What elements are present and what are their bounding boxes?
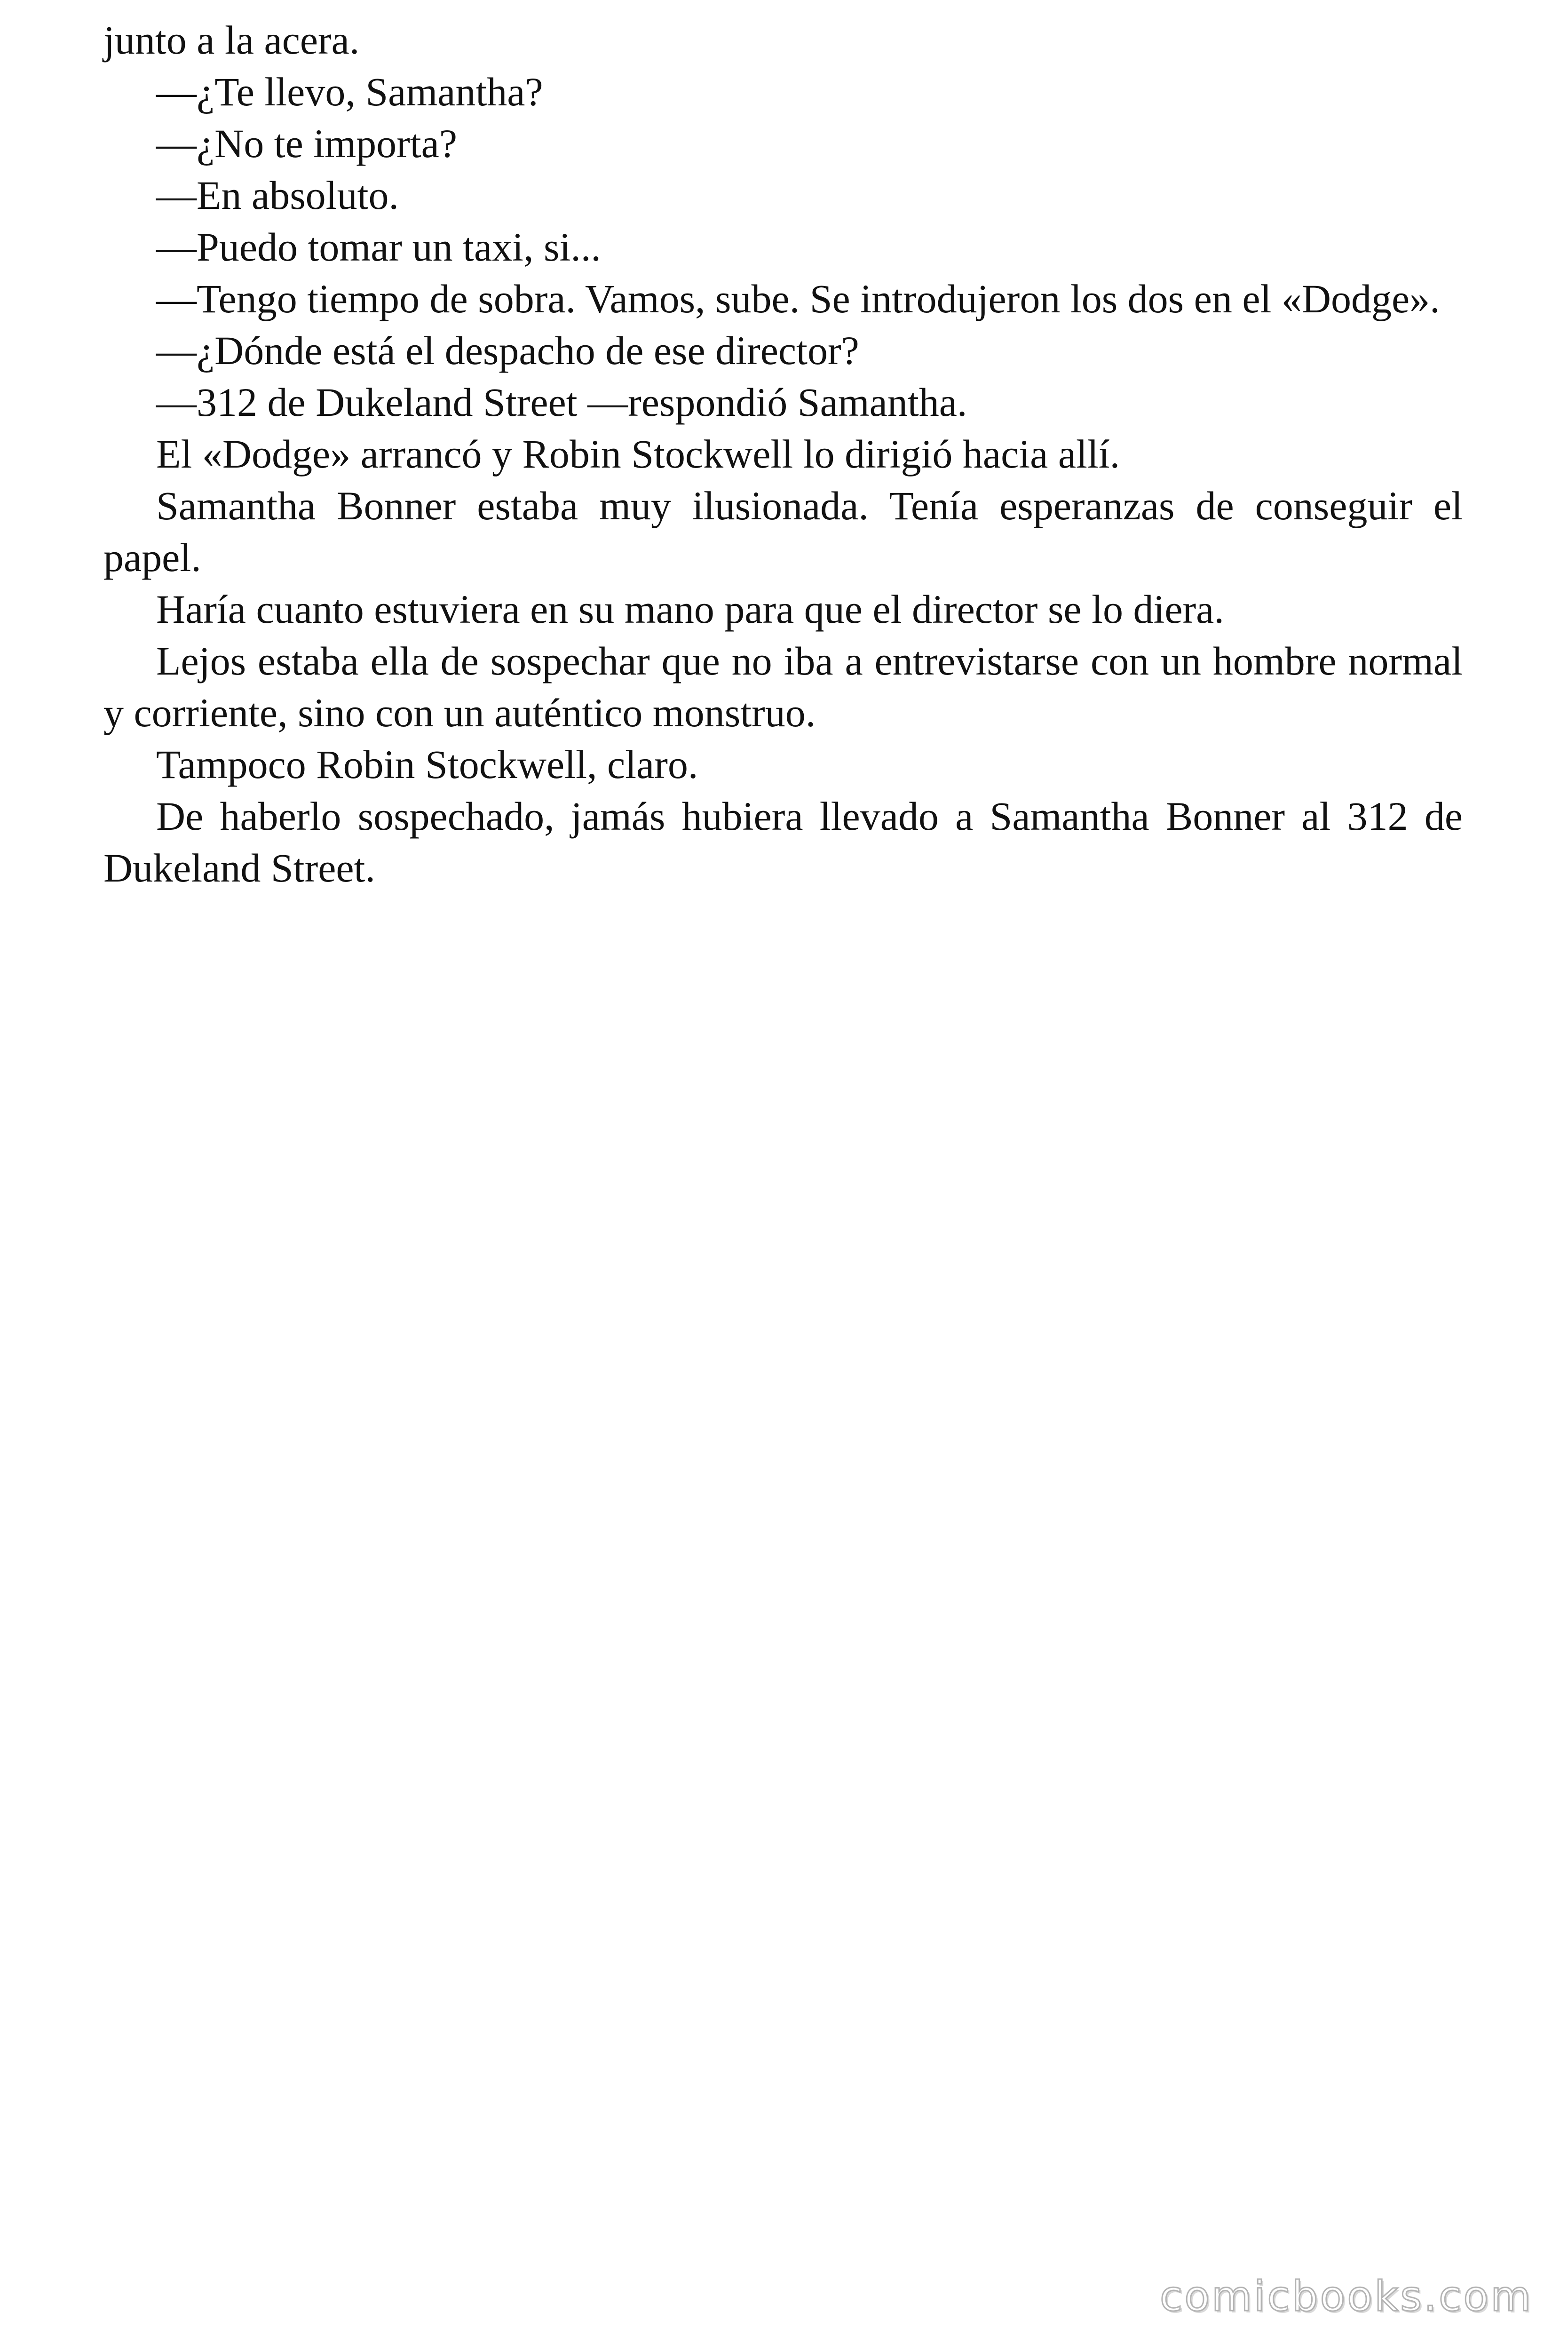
paragraph: Lejos estaba ella de sospechar que no iba a entrevistarse con un hombre normal y corriente, sino con un auténtico monstruo. (103, 638, 1463, 735)
paragraph: —Puedo tomar un taxi, si... (156, 224, 601, 270)
paragraph: Haría cuanto estuviera en su mano para que el director se lo diera. (156, 587, 1224, 632)
paragraph: —¿Te llevo, Samantha? (156, 69, 543, 114)
paragraph: De haberlo sospechado, jamás hubiera llevado a Samantha Bonner al 312 de Dukeland Street. (103, 794, 1463, 890)
paragraph: —312 de Dukeland Street —respondió Samantha. (156, 380, 967, 425)
paragraph: Tampoco Robin Stockwell, claro. (156, 742, 698, 787)
paragraph: —Tengo tiempo de sobra. Vamos, sube. Se introdujeron los dos en el «Dodge». (156, 276, 1440, 321)
watermark: comicbooks.com (1159, 2272, 1533, 2320)
paragraph: junto a la acera. (103, 17, 360, 63)
paragraph: —¿No te importa? (156, 121, 458, 166)
body-text (103, 14, 1463, 894)
paragraph: Samantha Bonner estaba muy ilusionada. Tenía esperanzas de conseguir el papel. (103, 483, 1463, 580)
paragraph: —En absoluto. (156, 173, 399, 218)
paragraph: El «Dodge» arrancó y Robin Stockwell lo dirigió hacia allí. (156, 431, 1120, 477)
paragraph: —¿Dónde está el despacho de ese director? (156, 328, 859, 373)
